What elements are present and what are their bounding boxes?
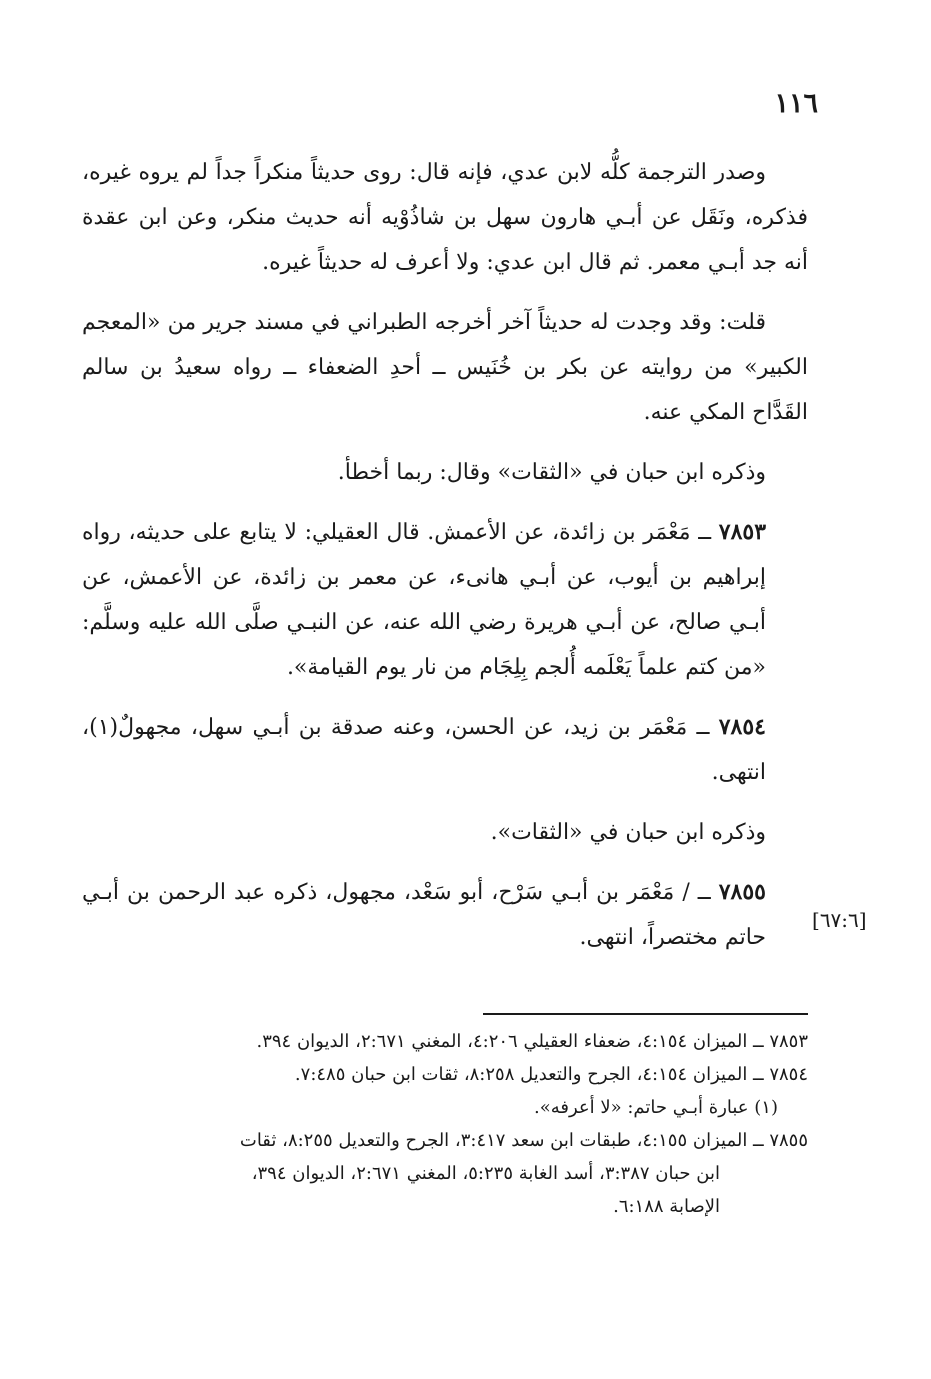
page-number: ١١٦ xyxy=(774,88,818,119)
main-text xyxy=(82,150,808,975)
margin-reference: [٦٧:٦] xyxy=(812,908,867,932)
entry-number: ٧٨٥٣ xyxy=(718,519,767,545)
footnote-source: ٧٨٥٣ ــ الميزان ٤:١٥٤، ضعفاء العقيلي ٤:٢٠٦، المغني ٢:٦٧١، الديوان ٣٩٤. xyxy=(256,1031,808,1052)
entry-separator: ــ xyxy=(687,715,719,740)
entry-number: ٧٨٥٤ xyxy=(718,714,766,740)
footnote-continuation: ابن حبان ٣:٣٨٧، أسد الغابة ٥:٢٣٥، المغني ٢:٦٧١، الديوان ٣٩٤، xyxy=(251,1163,720,1184)
footnote-note: (١) عبارة أبـي حاتم: «لا أعرفه». xyxy=(533,1097,778,1118)
footnote-continuation: الإصابة ٦:١٨٨. xyxy=(613,1196,720,1217)
paragraph: وذكره ابن حبان في «الثقات». xyxy=(490,820,766,845)
entry-separator: ــ / xyxy=(674,880,719,905)
entry-7855 xyxy=(82,870,808,960)
entry-text: مَعْمَر بن أبـي سَرْح، أبو سَعْد، مجهول، ذكره عبد الرحمن بن أبـي حاتم مختصراً، انتهى. xyxy=(82,880,766,950)
entry-separator: ــ xyxy=(690,520,719,545)
footnote-source: ٧٨٥٥ ــ الميزان ٤:١٥٥، طبقات ابن سعد ٣:٤١٧، الجرح والتعديل ٨:٢٥٥، ثقات xyxy=(239,1130,808,1151)
footnote-divider xyxy=(483,1013,808,1015)
footnote-source: ٧٨٥٤ ــ الميزان ٤:١٥٤، الجرح والتعديل ٨:٢٥٨، ثقات ابن حبان ٧:٤٨٥. xyxy=(294,1064,808,1085)
paragraph: وذكره ابن حبان في «الثقات» وقال: ربما أخطأ. xyxy=(337,460,766,485)
entry-text: مَعْمَر بن زائدة، عن الأعمش. قال العقيلي: لا يتابع على حديثه، رواه إبراهيم بن أيوب، عن أبـي هانىء، عن معمر بن زائدة، عن الأعمش، عن أبـي صالح، عن أبـي هريرة رضي الله عنه، عن النبـي صلَّى الله عليه وسلَّم: «من كتم علماً يَعْلَمه أُلجم بِلِجَام من نار يوم القيامة». xyxy=(82,520,766,680)
footnotes xyxy=(100,1025,808,1223)
paragraph: قلت: وقد وجدت له حديثاً آخر أخرجه الطبراني في مسند جرير من «المعجم الكبير» من روايته عن بكر بن خُنَيس ــ أحدِ الضعفاء ــ رواه سعيدُ بن سالم القَدَّاح المكي عنه. xyxy=(82,310,808,425)
entry-text: مَعْمَر بن زيد، عن الحسن، وعنه صدقة بن أبـي سهل، مجهولٌ(١)، انتهى. xyxy=(82,715,766,785)
entry-7853 xyxy=(82,510,808,690)
entry-7854 xyxy=(82,705,808,795)
entry-number: ٧٨٥٥ xyxy=(718,879,766,905)
paragraph: وصدر الترجمة كلُّه لابن عدي، فإنه قال: روى حديثاً منكراً جداً لم يروه غيره، فذكره، ونَقَل عن أبـي هارون سهل بن شاذُوْيه أنه حديث منكر، وعن ابن عقدة أنه جد أبـي معمر. ثم قال ابن عدي: ولا أعرف له حديثاً غيره. xyxy=(82,160,808,275)
